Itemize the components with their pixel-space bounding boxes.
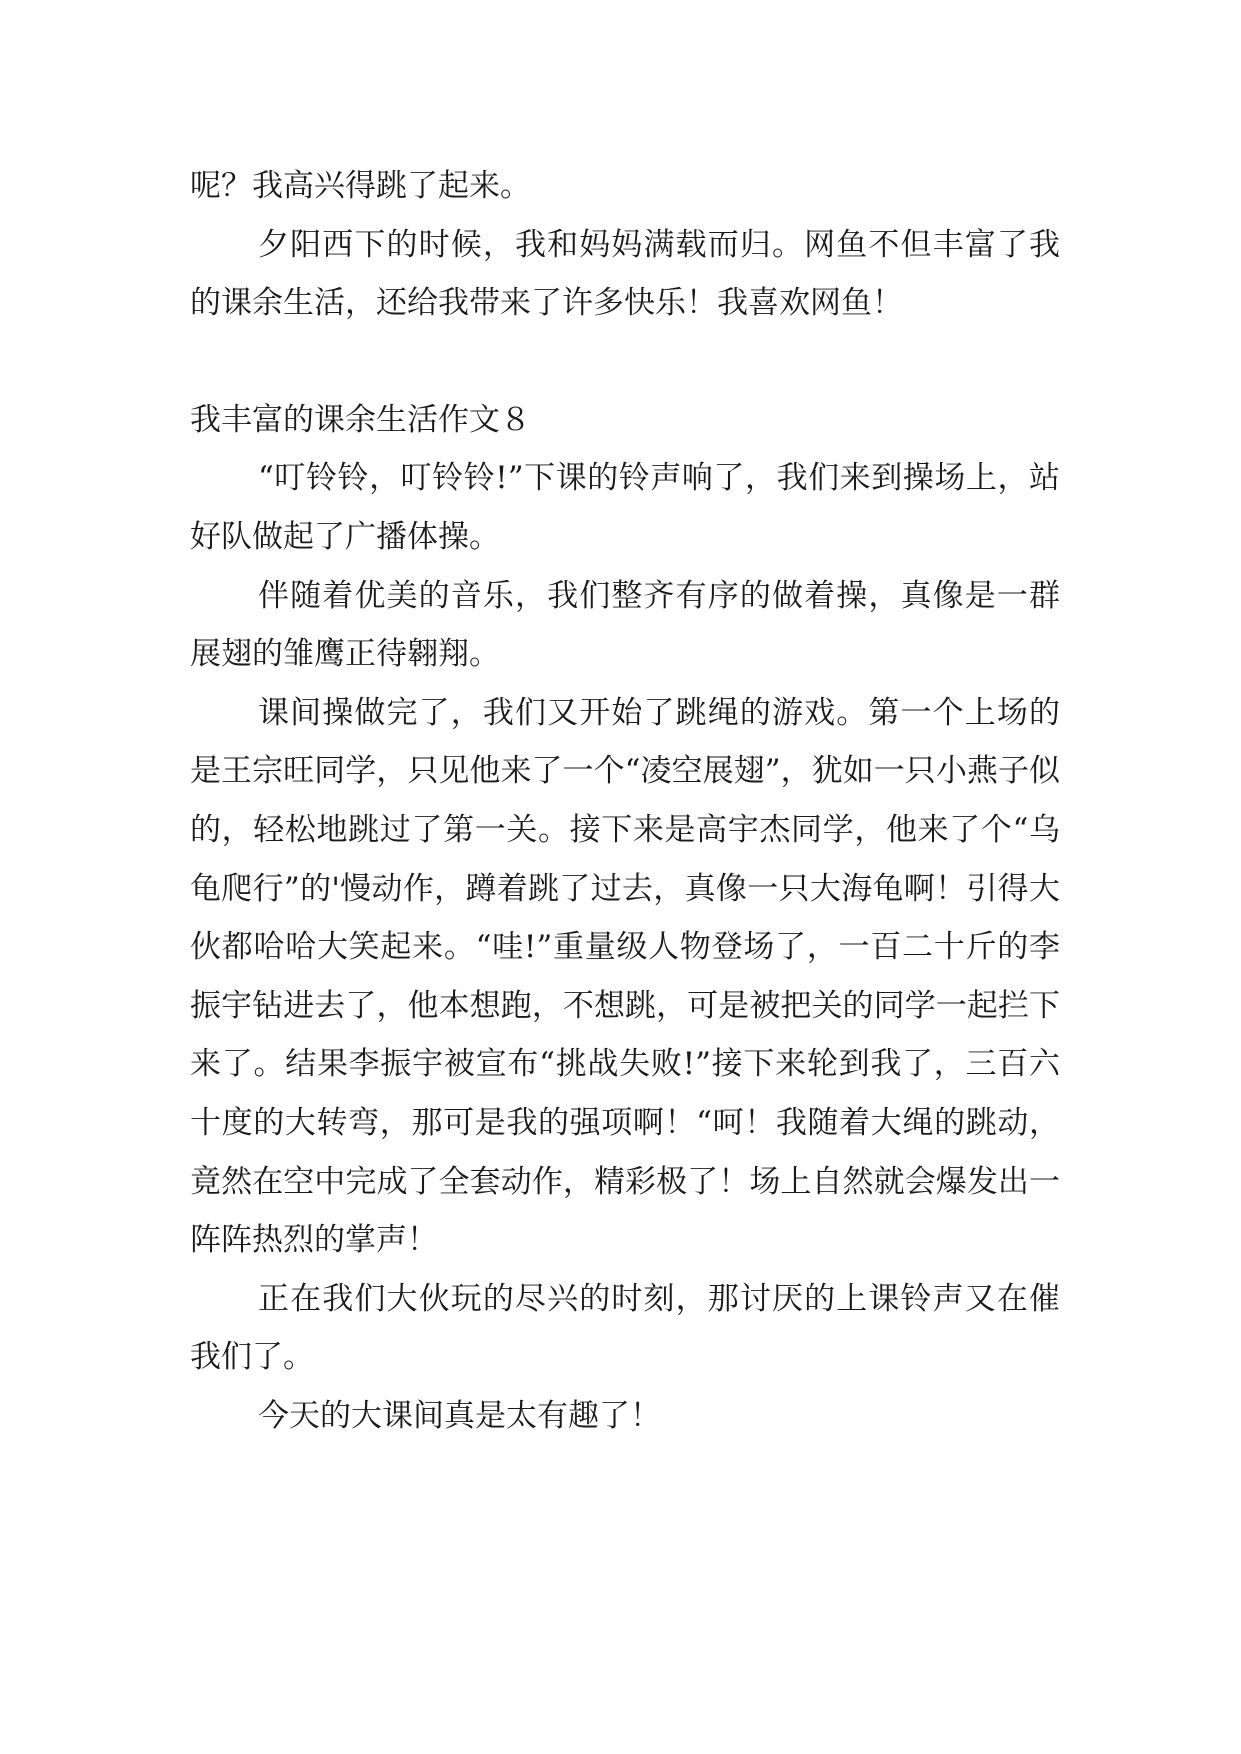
essay-paragraph-2: 伴随着优美的音乐，我们整齐有序的做着操，真像是一群展翅的雏鹰正待翱翔。 — [190, 577, 1060, 673]
essay-title: 我丰富的课余生活作文８ — [190, 401, 531, 438]
continuation-paragraph: 呢？我高兴得跳了起来。 — [190, 168, 531, 204]
previous-essay-closing-paragraph: 夕阳西下的时候，我和妈妈满载而归。网鱼不但丰富了我的课余生活，还给我带来了许多快乐！我喜欢网鱼！ — [190, 226, 1060, 322]
essay-paragraph-1: “叮铃铃，叮铃铃!”下课的铃声响了，我们来到操场上，站好队做起了广播体操。 — [190, 460, 1060, 555]
essay-paragraph-3: 课间操做完了，我们又开始了跳绳的游戏。第一个上场的是王宗旺同学，只见他来了一个“凌空展翅”，犹如一只小燕子似的，轻松地跳过了第一关。接下来是高宇杰同学，他来了个“乌龟爬行”的'慢动作，蹲着跳了过去，真像一只大海龟啊！引得大伙都哈哈大笑起来。“哇!”重量级人物登场了，一百二十斤的李振宇钻进去了，他本想跑，不想跳，可是被把关的同学一起拦下来了。结果李振宇被宣布“挑战失败!”接下来轮到我了，三百六十度的大转弯，那可是我的强项啊！“呵！我随着大绳的跳动，竟然在空中完成了全套动作，精彩极了！场上自然就会爆发出一阵阵热烈的掌声！ — [190, 694, 1060, 1259]
document-body — [190, 157, 1060, 1445]
essay-paragraph-5: 今天的大课间真是太有趣了！ — [258, 1397, 661, 1434]
essay-paragraph-4: 正在我们大伙玩的尽兴的时刻，那讨厌的上课铃声又在催我们了。 — [190, 1280, 1060, 1376]
